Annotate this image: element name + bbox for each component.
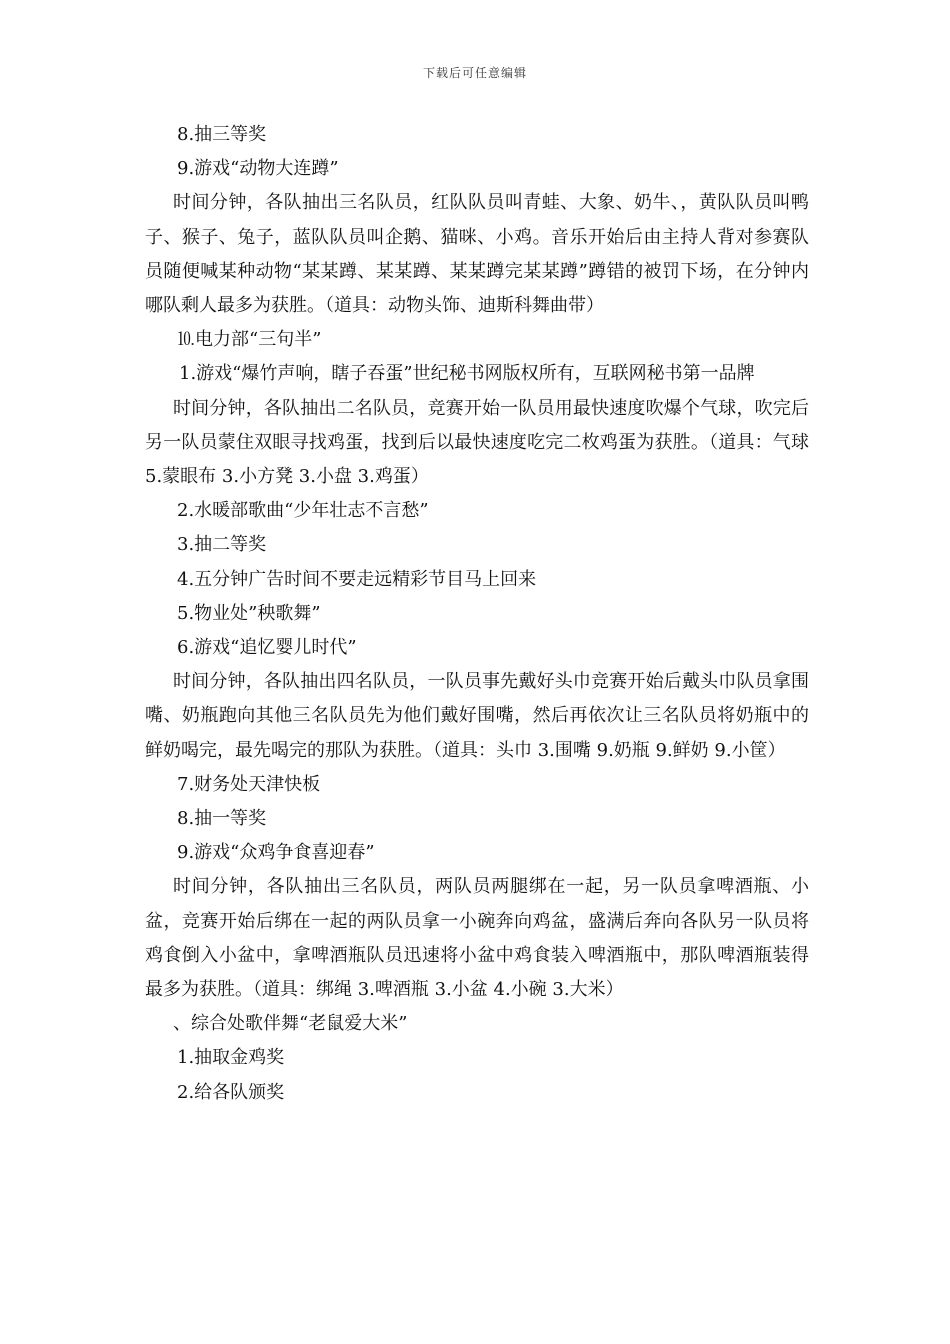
paragraph: 时间分钟，各队抽出三名队员，两队员两腿绑在一起，另一队员拿啤酒瓶、小盆，竞赛开始后绑在一起的两队员拿一小碗奔向鸡盆，盛满后奔向各队另一队员将鸡食倒入小盆中，拿啤酒瓶队员迅速将小盆中鸡食装入啤酒瓶中，那队啤酒瓶装得最多为获胜。（道具：绑绳 3.啤酒瓶 3.小盆 4.小碗 3.大米） — [145, 876, 809, 1001]
list-item: 8.抽一等奖 — [177, 808, 267, 830]
document-body — [145, 118, 809, 1110]
list-item: 9.游戏“动物大连蹲” — [177, 158, 339, 180]
list-item: 7.财务处天津快板 — [177, 773, 321, 795]
list-item: 2.给各队颁奖 — [177, 1081, 285, 1103]
list-item: 1.游戏“爆竹声响，瞎子吞蛋”世纪秘书网版权所有，互联网秘书第一品牌 — [179, 363, 755, 385]
paragraph: 时间分钟，各队抽出二名队员，竞赛开始一队员用最快速度吹爆个气球，吹完后另一队员蒙住双眼寻找鸡蛋，找到后以最快速度吃完二枚鸡蛋为获胜。（道具：气球 5.蒙眼布 3.小方凳 3.小盘 3.鸡蛋） — [145, 397, 809, 488]
section-heading: ⒑电力部“三句半” — [177, 329, 322, 351]
section-heading: 、综合处歌伴舞“老鼠爱大米” — [173, 1013, 408, 1035]
list-item: 9.游戏“众鸡争食喜迎春” — [177, 842, 375, 864]
list-item: 3.抽二等奖 — [177, 534, 267, 556]
list-item: 1.抽取金鸡奖 — [177, 1047, 285, 1069]
paragraph: 时间分钟，各队抽出三名队员，红队队员叫青蛙、大象、奶牛、，黄队队员叫鸭子、猴子、兔子，蓝队队员叫企鹅、猫咪、小鸡。音乐开始后由主持人背对参赛队员随便喊某种动物“某某蹲、某某蹲、某某蹲完某某蹲”蹲错的被罚下场，在分钟内哪队剩人最多为获胜。（道具：动物头饰、迪斯科舞曲带） — [145, 192, 809, 317]
list-item: 5.物业处”秧歌舞” — [177, 602, 321, 624]
list-item: 6.游戏“追忆婴儿时代” — [177, 637, 357, 659]
page-header: 下载后可任意编辑 — [422, 66, 527, 80]
list-item: 8.抽三等奖 — [177, 124, 267, 145]
paragraph: 时间分钟，各队抽出四名队员，一队员事先戴好头巾竞赛开始后戴头巾队员拿围嘴、奶瓶跑向其他三名队员先为他们戴好围嘴，然后再依次让三名队员将奶瓶中的鲜奶喝完，最先喝完的那队为获胜。（道具：头巾 3.围嘴 9.奶瓶 9.鲜奶 9.小筐） — [145, 671, 809, 761]
list-item: 2.水暖部歌曲“少年壮志不言愁” — [177, 500, 429, 522]
list-item: 4.五分钟广告时间不要走远精彩节目马上回来 — [177, 568, 537, 590]
